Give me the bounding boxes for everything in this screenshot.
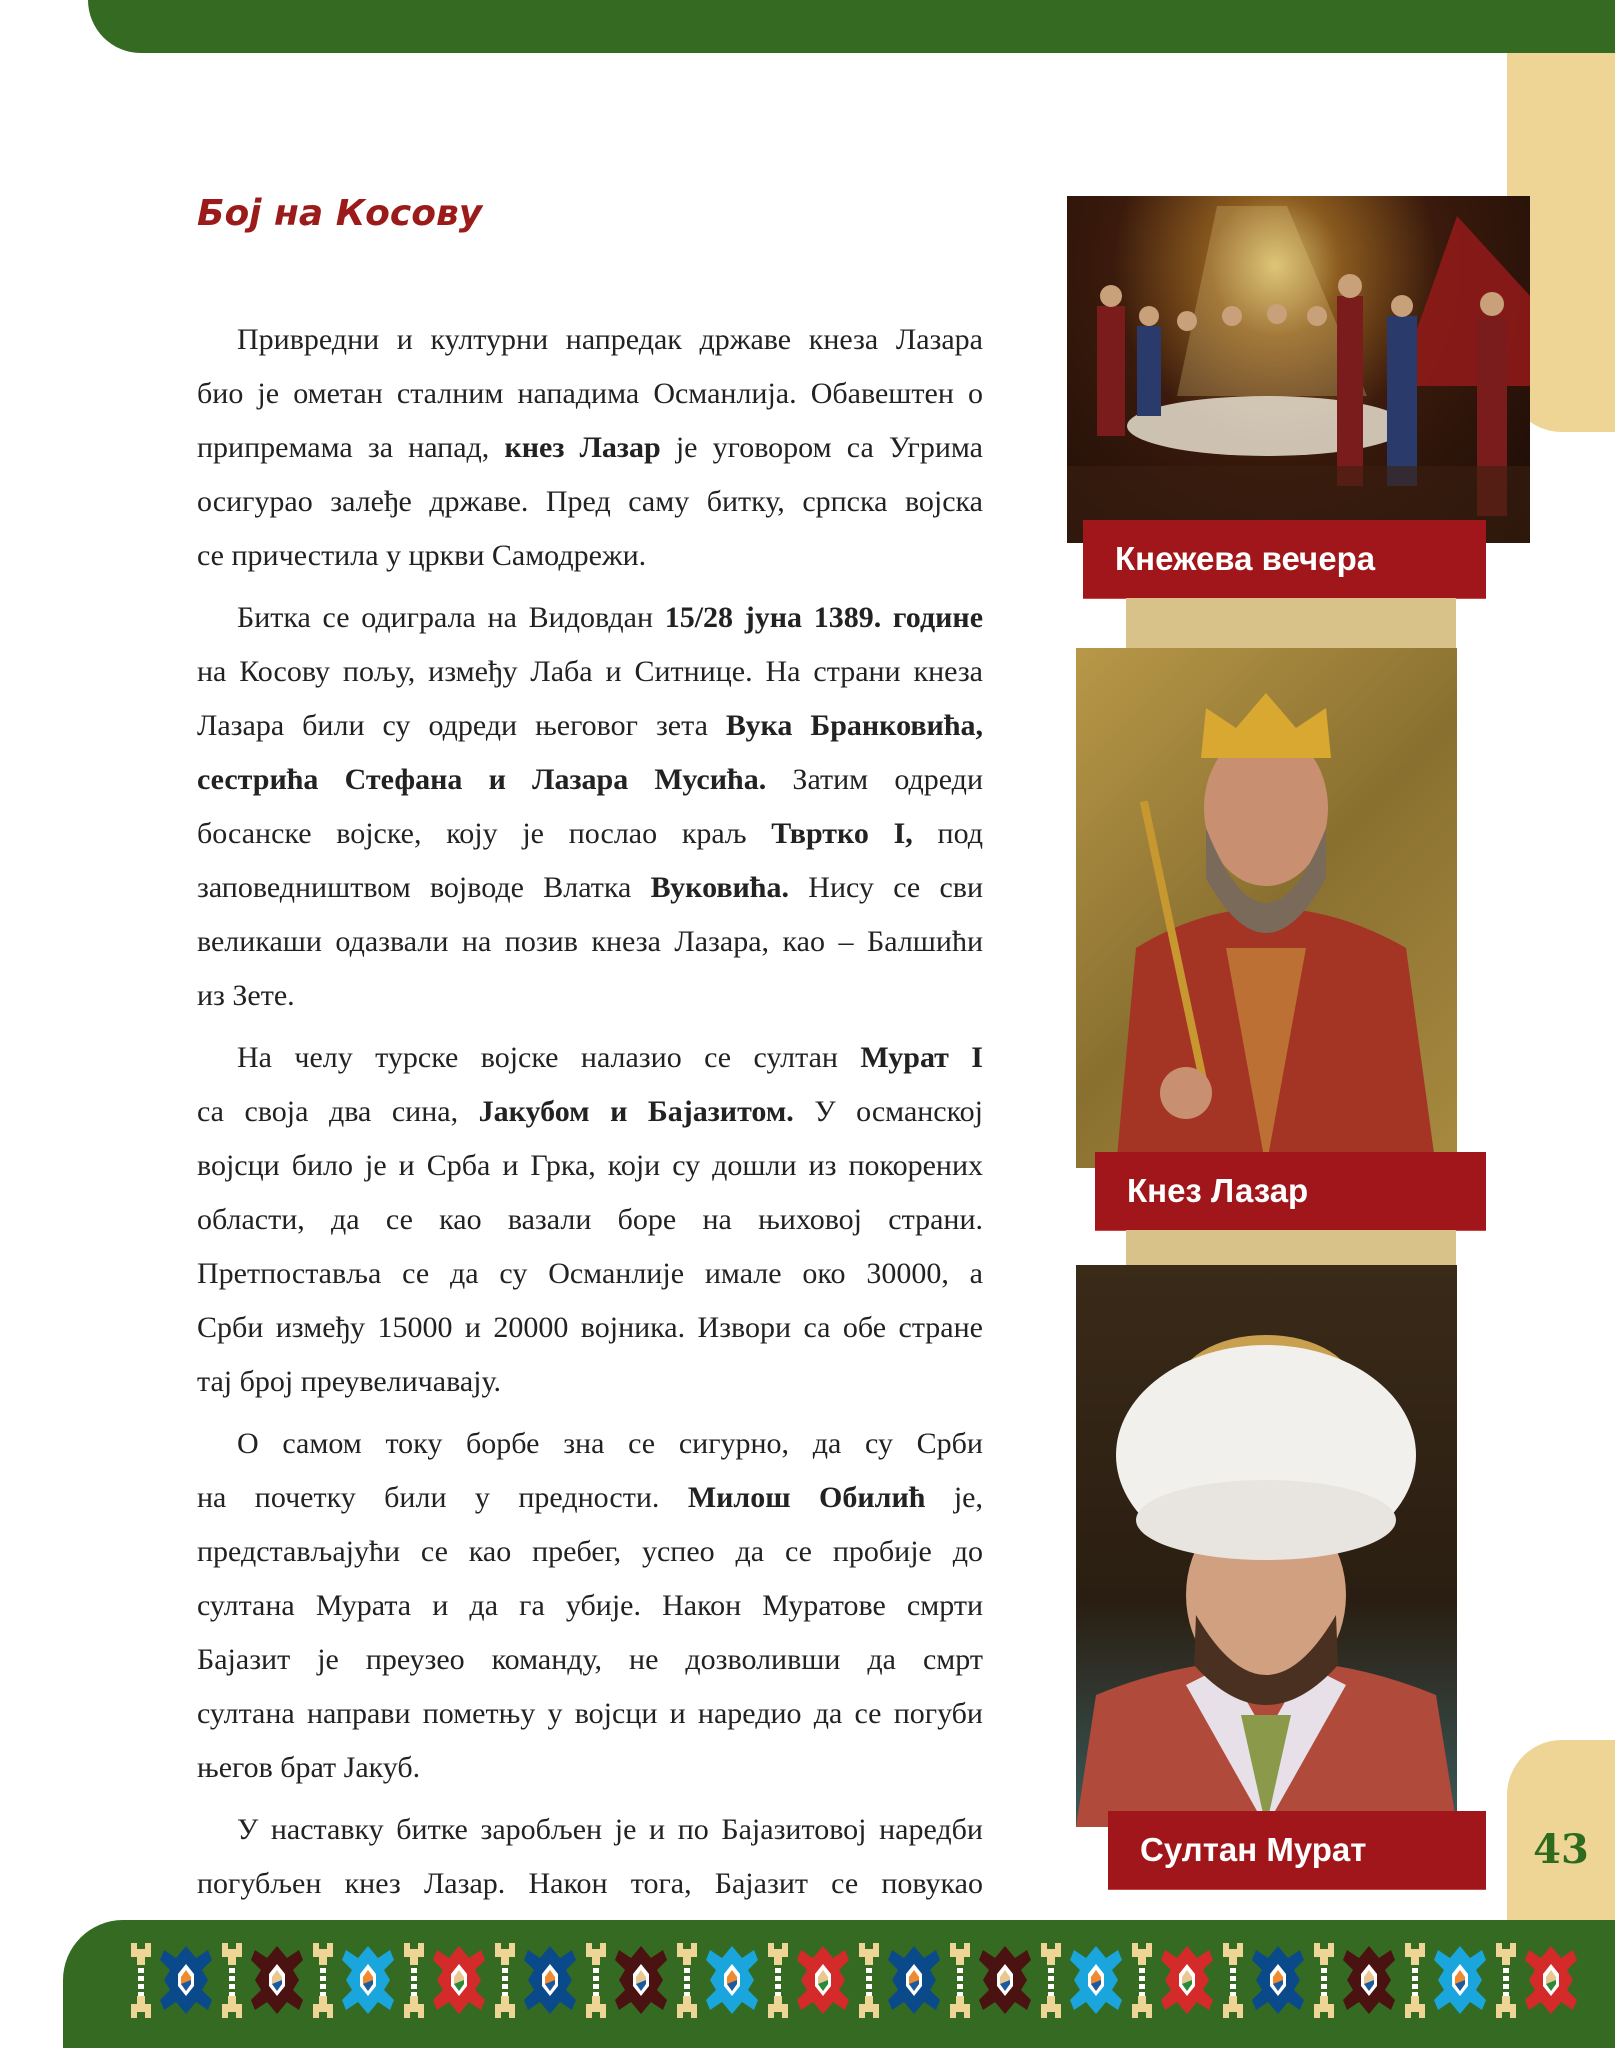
bold-text: 15/28 јуна 1389. године [664, 601, 984, 634]
painting-princes-supper [1067, 196, 1530, 543]
text-line [197, 1031, 983, 1085]
text-run: његов брат Јакуб. [197, 1751, 421, 1784]
caption-sultan-murad: Султан Мурат [1108, 1811, 1486, 1889]
tree-ornament [313, 1943, 333, 2018]
tree-ornament [1314, 1943, 1334, 2018]
diamond-ornament [251, 1946, 303, 2014]
text-run: области, да се као вазали боре на њиховој страни. [197, 1203, 983, 1236]
text-run: султана направи пометњу у војсци и наредио да се погуби [197, 1697, 983, 1730]
portrait-prince-lazar [1076, 648, 1457, 1168]
bold-text: Вуковића. [650, 871, 789, 904]
beige-strip [1126, 598, 1456, 648]
text-run: Срби између 15000 и 20000 војника. Извори са обе стране [197, 1311, 983, 1344]
tree-ornament [859, 1943, 879, 2018]
tree-ornament [1041, 1943, 1061, 2018]
bold-text: сестрића Стефана и Лазара Мусића. [197, 763, 767, 796]
diamond-ornament [1252, 1946, 1304, 2014]
text-run: О самом току борбе зна се сигурно, да су Срби [237, 1427, 983, 1460]
folk-ornament-pattern [63, 1920, 1615, 2048]
text-line [197, 421, 983, 475]
portrait-sultan-murad [1076, 1265, 1457, 1827]
text-run: Привредни и културни напредак државе кнеза Лазара [237, 323, 983, 356]
bold-text: Мурат I [860, 1041, 983, 1074]
caption-princes-supper: Кнежева вечера [1083, 520, 1486, 598]
text-run: представљајући се као пребег, успео да се пробије до [197, 1535, 983, 1568]
text-run: погубљен кнез Лазар. Након тога, Бајазит се повукао [197, 1867, 983, 1900]
text-line [197, 1247, 983, 1301]
diamond-ornament [615, 1946, 667, 2014]
text-line [197, 591, 983, 645]
diamond-ornament [342, 1946, 394, 2014]
text-line [197, 915, 983, 969]
bold-text: Вука Бранковића, [725, 709, 983, 742]
text-line [197, 1139, 983, 1193]
text-line [197, 1803, 983, 1857]
text-line [197, 1741, 983, 1795]
tree-ornament [677, 1943, 697, 2018]
page-number: 43 [1533, 1826, 1589, 1873]
text-line [197, 1471, 983, 1525]
tree-ornament [495, 1943, 515, 2018]
top-green-bar [88, 0, 1615, 53]
text-line [197, 313, 983, 367]
text-line [197, 645, 983, 699]
text-line [197, 753, 983, 807]
paragraph [197, 313, 983, 583]
tree-ornament [131, 1943, 151, 2018]
body-text [197, 313, 983, 1919]
tree-ornament [768, 1943, 788, 2018]
text-run: са своја два сина, [197, 1095, 479, 1128]
text-line [197, 1085, 983, 1139]
diamond-ornament [524, 1946, 576, 2014]
text-line [197, 807, 983, 861]
text-run: осигурао залеђе државе. Пред саму битку, српска војска [197, 485, 983, 518]
text-run: султана Мурата и да га убије. Након Муратове смрти [197, 1589, 983, 1622]
text-line [197, 1579, 983, 1633]
text-run: Претпоставља се да су Османлије имале око 30000, а [197, 1257, 983, 1290]
text-run: Нису се сви [789, 871, 984, 904]
text-line [197, 1633, 983, 1687]
text-run: под [912, 817, 983, 850]
text-run: Затим одреди [766, 763, 983, 796]
tree-ornament [586, 1943, 606, 2018]
text-run: припремама за напад, [197, 431, 505, 464]
text-run: на почетку били у предности. [197, 1481, 688, 1514]
supper-scene-illustration [1067, 196, 1530, 543]
bold-text: Јакубом и Бајазитом. [478, 1095, 794, 1128]
paragraph [197, 1031, 983, 1409]
text-run: На челу турске војске налазио се султан [237, 1041, 861, 1074]
diamond-ornament [888, 1946, 940, 2014]
lazar-portrait-illustration [1076, 648, 1457, 1168]
text-run: великаши одазвали на позив кнеза Лазара, као – Балшићи [197, 925, 983, 958]
text-line [197, 1301, 983, 1355]
text-run: Битка се одиграла на Видовдан [237, 601, 665, 634]
tree-ornament [950, 1943, 970, 2018]
text-run: на Косову пољу, између Лаба и Ситнице. На страни кнеза [197, 655, 983, 688]
tree-ornament [1405, 1943, 1425, 2018]
bold-text: Твртко I, [771, 817, 913, 850]
text-run: био је ометан сталним нападима Османлија. Обавештен о [197, 377, 983, 410]
text-run: Лазара били су одреди његовог зета [197, 709, 726, 742]
diamond-ornament [706, 1946, 758, 2014]
text-line [197, 1193, 983, 1247]
paragraph [197, 1417, 983, 1795]
text-line [197, 529, 983, 583]
text-run: се причестила у цркви Самодрежи. [197, 539, 647, 572]
text-line [197, 969, 983, 1023]
diamond-ornament [160, 1946, 212, 2014]
text-line [197, 1417, 983, 1471]
diamond-ornament [1343, 1946, 1395, 2014]
diamond-ornament [433, 1946, 485, 2014]
tree-ornament [222, 1943, 242, 2018]
tree-ornament [404, 1943, 424, 2018]
text-line [197, 367, 983, 421]
text-run: заповедништвом војводе Влатка [197, 871, 651, 904]
tree-ornament [1496, 1943, 1516, 2018]
text-line [197, 475, 983, 529]
text-line [197, 1525, 983, 1579]
diamond-ornament [797, 1946, 849, 2014]
diamond-ornament [979, 1946, 1031, 2014]
caption-prince-lazar: Кнез Лазар [1095, 1152, 1486, 1230]
text-run: војсци било је и Срба и Грка, који су дошли из покорених [197, 1149, 983, 1182]
paragraph [197, 591, 983, 1023]
bold-text: кнез Лазар [504, 431, 661, 464]
text-run: из Зете. [197, 979, 295, 1012]
text-run: У османској [793, 1095, 984, 1128]
text-run: тај број преувеличавају. [197, 1365, 501, 1398]
text-line [197, 699, 983, 753]
diamond-ornament [1070, 1946, 1122, 2014]
text-run: Бајазит је преузео команду, не дозволивши да смрт [197, 1643, 983, 1676]
text-run: је, [925, 1481, 983, 1514]
text-line [197, 1857, 983, 1911]
bold-text: Милош Обилић [687, 1481, 926, 1514]
paragraph [197, 1803, 983, 1911]
text-run: је уговором са Угрима [660, 431, 983, 464]
beige-strip [1126, 1230, 1456, 1265]
text-line [197, 1687, 983, 1741]
tree-ornament [1132, 1943, 1152, 2018]
bottom-ornament-band [63, 1920, 1615, 2048]
section-title: Бој на Косову [197, 193, 483, 234]
diamond-ornament [1525, 1946, 1577, 2014]
diamond-ornament [1161, 1946, 1213, 2014]
text-line [197, 1355, 983, 1409]
diamond-ornament [1434, 1946, 1486, 2014]
murad-portrait-illustration [1076, 1265, 1457, 1827]
text-line [197, 861, 983, 915]
text-run: босанске војске, коју је послао краљ [197, 817, 772, 850]
text-run: У наставку битке заробљен је и по Бајазитовој наредби [237, 1813, 983, 1846]
tree-ornament [1223, 1943, 1243, 2018]
